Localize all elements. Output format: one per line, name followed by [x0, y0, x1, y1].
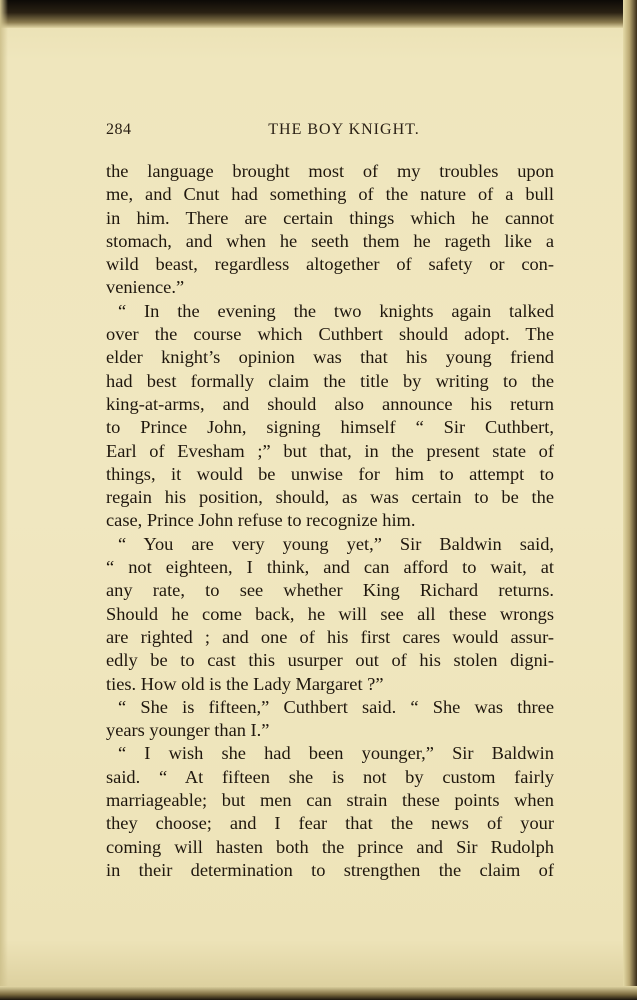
text-line: they choose; and I fear that the news of your	[106, 813, 554, 834]
text-line: years younger than I.”	[106, 720, 270, 741]
text-line: over the course which Cuthbert should adopt. The	[106, 324, 554, 345]
text-line: wild beast, regardless altogether of safety or con-	[106, 254, 554, 275]
text-line: in their determination to strengthen the claim of	[106, 859, 554, 880]
page-bottom-shadow	[0, 986, 637, 1000]
text-line: are righted ; and one of his first cares would assur-	[106, 626, 554, 647]
text-line: elder knight’s opinion was that his young friend	[106, 347, 554, 368]
page-header	[106, 121, 554, 143]
text-line: said. “ At fifteen she is not by custom fairly	[106, 766, 554, 787]
text-line: marriageable; but men can strain these points when	[106, 790, 554, 811]
text-line: venience.”	[106, 277, 185, 298]
text-line: case, Prince John refuse to recognize him.	[106, 510, 416, 531]
text-line: coming will hasten both the prince and Sir Rudolph	[106, 836, 554, 857]
text-line: “ In the evening the two knights again talked	[118, 300, 554, 321]
text-line: any rate, to see whether King Richard returns.	[106, 580, 554, 601]
text-line: Should he come back, he will see all these wrongs	[106, 603, 554, 624]
text-line: edly be to cast this usurper out of his stolen digni-	[106, 650, 554, 671]
text-line: “ I wish she had been younger,” Sir Baldwin	[118, 743, 554, 764]
text-line: stomach, and when he seeth them he rageth like a	[106, 230, 554, 251]
page-number: 284	[106, 121, 132, 138]
page-right-shadow	[623, 0, 637, 1000]
text-line: Earl of Evesham ;” but that, in the present state of	[106, 440, 554, 461]
text-line: “ You are very young yet,” Sir Baldwin said,	[118, 533, 554, 554]
text-line: king-at-arms, and should also announce his return	[106, 393, 554, 414]
text-line: “ not eighteen, I think, and can afford to wait, at	[106, 557, 554, 578]
text-line: had best formally claim the title by writing to the	[106, 370, 554, 391]
text-line: “ She is fifteen,” Cuthbert said. “ She was three	[118, 696, 554, 717]
text-line: ties. How old is the Lady Margaret ?”	[106, 673, 384, 694]
page-left-shade	[0, 0, 8, 1000]
text-line: in him. There are certain things which he cannot	[106, 207, 554, 228]
text-line: the language brought most of my troubles upon	[106, 161, 554, 181]
text-line: to Prince John, signing himself “ Sir Cuthbert,	[106, 417, 554, 438]
text-line: regain his position, should, as was certain to be the	[106, 487, 554, 508]
running-title: THE BOY KNIGHT.	[268, 121, 420, 138]
body-text	[106, 160, 554, 882]
text-line: me, and Cnut had something of the nature of a bull	[106, 184, 554, 205]
page-top-shadow	[0, 0, 637, 28]
text-line: things, it would be unwise for him to attempt to	[106, 463, 554, 484]
